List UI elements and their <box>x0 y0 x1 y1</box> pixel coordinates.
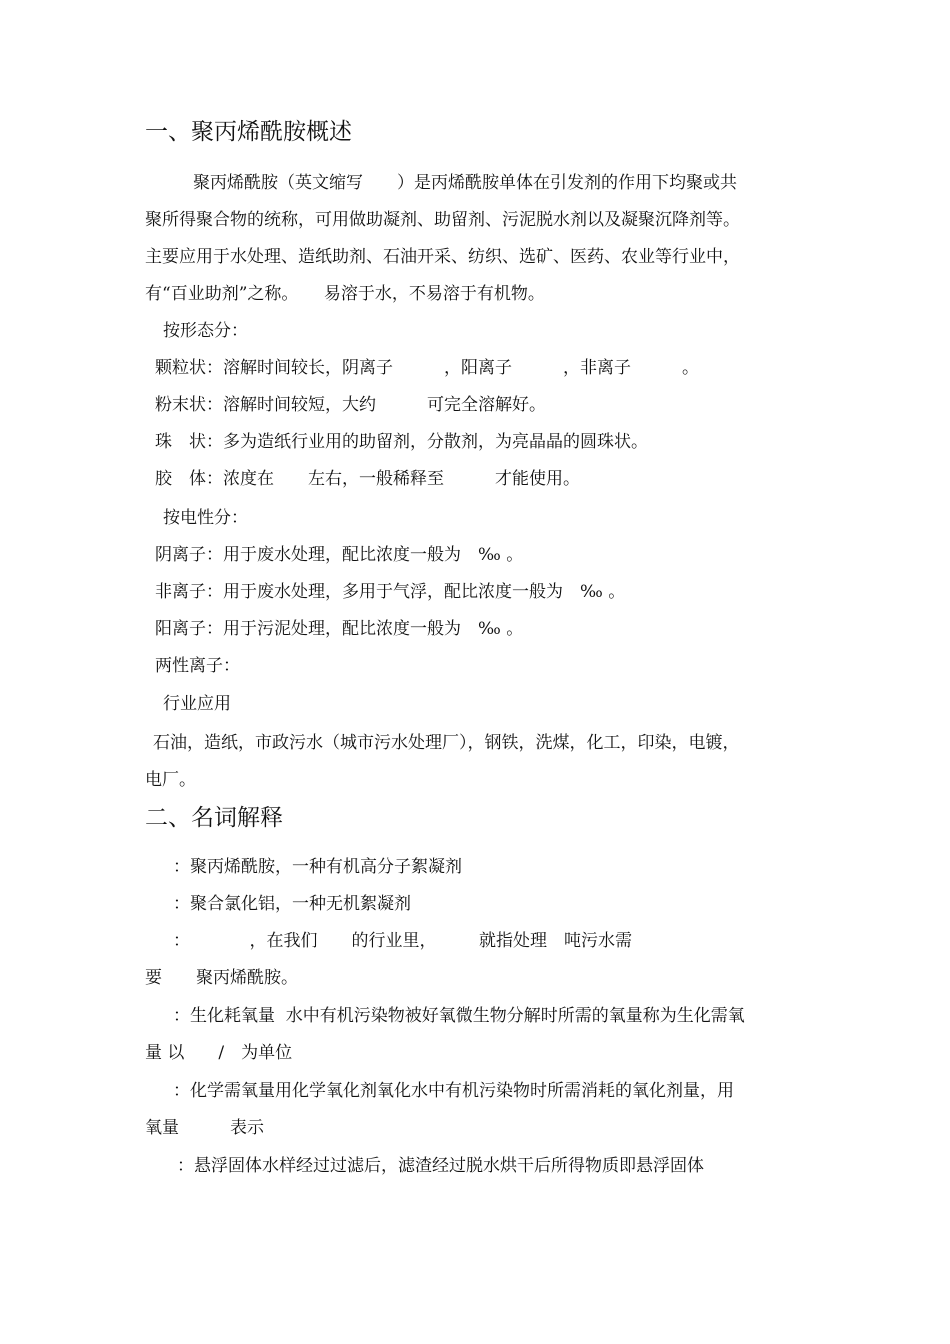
section-heading-glossary: 二、名词解释 <box>145 805 283 831</box>
glossary-dosage-line-2: 要 聚丙烯酰胺。 <box>145 968 298 988</box>
glossary-pac: ：聚合氯化铝，一种无机絮凝剂 <box>173 894 411 914</box>
glossary-dosage-line-1: ： ，在我们 的行业里， 就指处理 吨污水需 <box>173 931 632 951</box>
industry-line-2: 电厂。 <box>145 770 196 790</box>
intro-line-2: 聚所得聚合物的统称，可用做助凝剂、助留剂、污泥脱水剂以及凝聚沉降剂等。 <box>145 210 740 230</box>
glossary-cod-line-1: ：化学需氧量用化学氧化剂氧化水中有机污染物时所需消耗的氧化剂量，用 <box>173 1081 734 1101</box>
intro-line-1: 聚丙烯酰胺（英文缩写 ）是丙烯酰胺单体在引发剂的作用下均聚或共 <box>193 173 737 193</box>
glossary-cod-line-2: 氧量 表示 <box>145 1118 264 1138</box>
intro-line-4: 有“百业助剂”之称。 易溶于水，不易溶于有机物。 <box>145 284 545 304</box>
section-heading-overview: 一、聚丙烯酰胺概述 <box>145 119 352 145</box>
form-item-powder: 粉末状：溶解时间较短，大约 可完全溶解好。 <box>155 395 546 415</box>
charge-item-anionic: 阴离子：用于废水处理，配比浓度一般为 ‰ 。 <box>155 545 524 565</box>
form-item-bead: 珠 状：多为造纸行业用的助留剂，分散剂，为亮晶晶的圆珠状。 <box>155 432 648 452</box>
industry-title: 行业应用 <box>163 694 231 714</box>
by-form-title: 按形态分： <box>163 321 248 341</box>
charge-item-cationic: 阳离子：用于污泥处理，配比浓度一般为 ‰ 。 <box>155 619 524 639</box>
glossary-bod-line-1: ：生化耗氧量 水中有机污染物被好氧微生物分解时所需的氧量称为生化需氧 <box>173 1006 745 1026</box>
industry-line-1: 石油，造纸，市政污水（城市污水处理厂），钢铁，洗煤，化工，印染，电镀， <box>153 733 740 753</box>
intro-line-3: 主要应用于水处理、造纸助剂、石油开采、纺织、选矿、医药、农业等行业中， <box>145 247 740 267</box>
form-item-granular: 颗粒状：溶解时间较长，阴离子 ，阳离子 ，非离子 。 <box>155 358 699 378</box>
glossary-pam: ：聚丙烯酰胺，一种有机高分子絮凝剂 <box>173 857 462 877</box>
charge-item-amphoteric: 两性离子： <box>155 656 240 676</box>
glossary-ss: ：悬浮固体水样经过过滤后，滤渣经过脱水烘干后所得物质即悬浮固体 <box>177 1156 704 1176</box>
form-item-colloid: 胶 体：浓度在 左右，一般稀释至 才能使用。 <box>155 469 580 489</box>
charge-item-nonionic: 非离子：用于废水处理，多用于气浮，配比浓度一般为 ‰ 。 <box>155 582 626 602</box>
by-charge-title: 按电性分： <box>163 508 248 528</box>
glossary-bod-line-2: 量 以 / 为单位 <box>145 1043 293 1063</box>
